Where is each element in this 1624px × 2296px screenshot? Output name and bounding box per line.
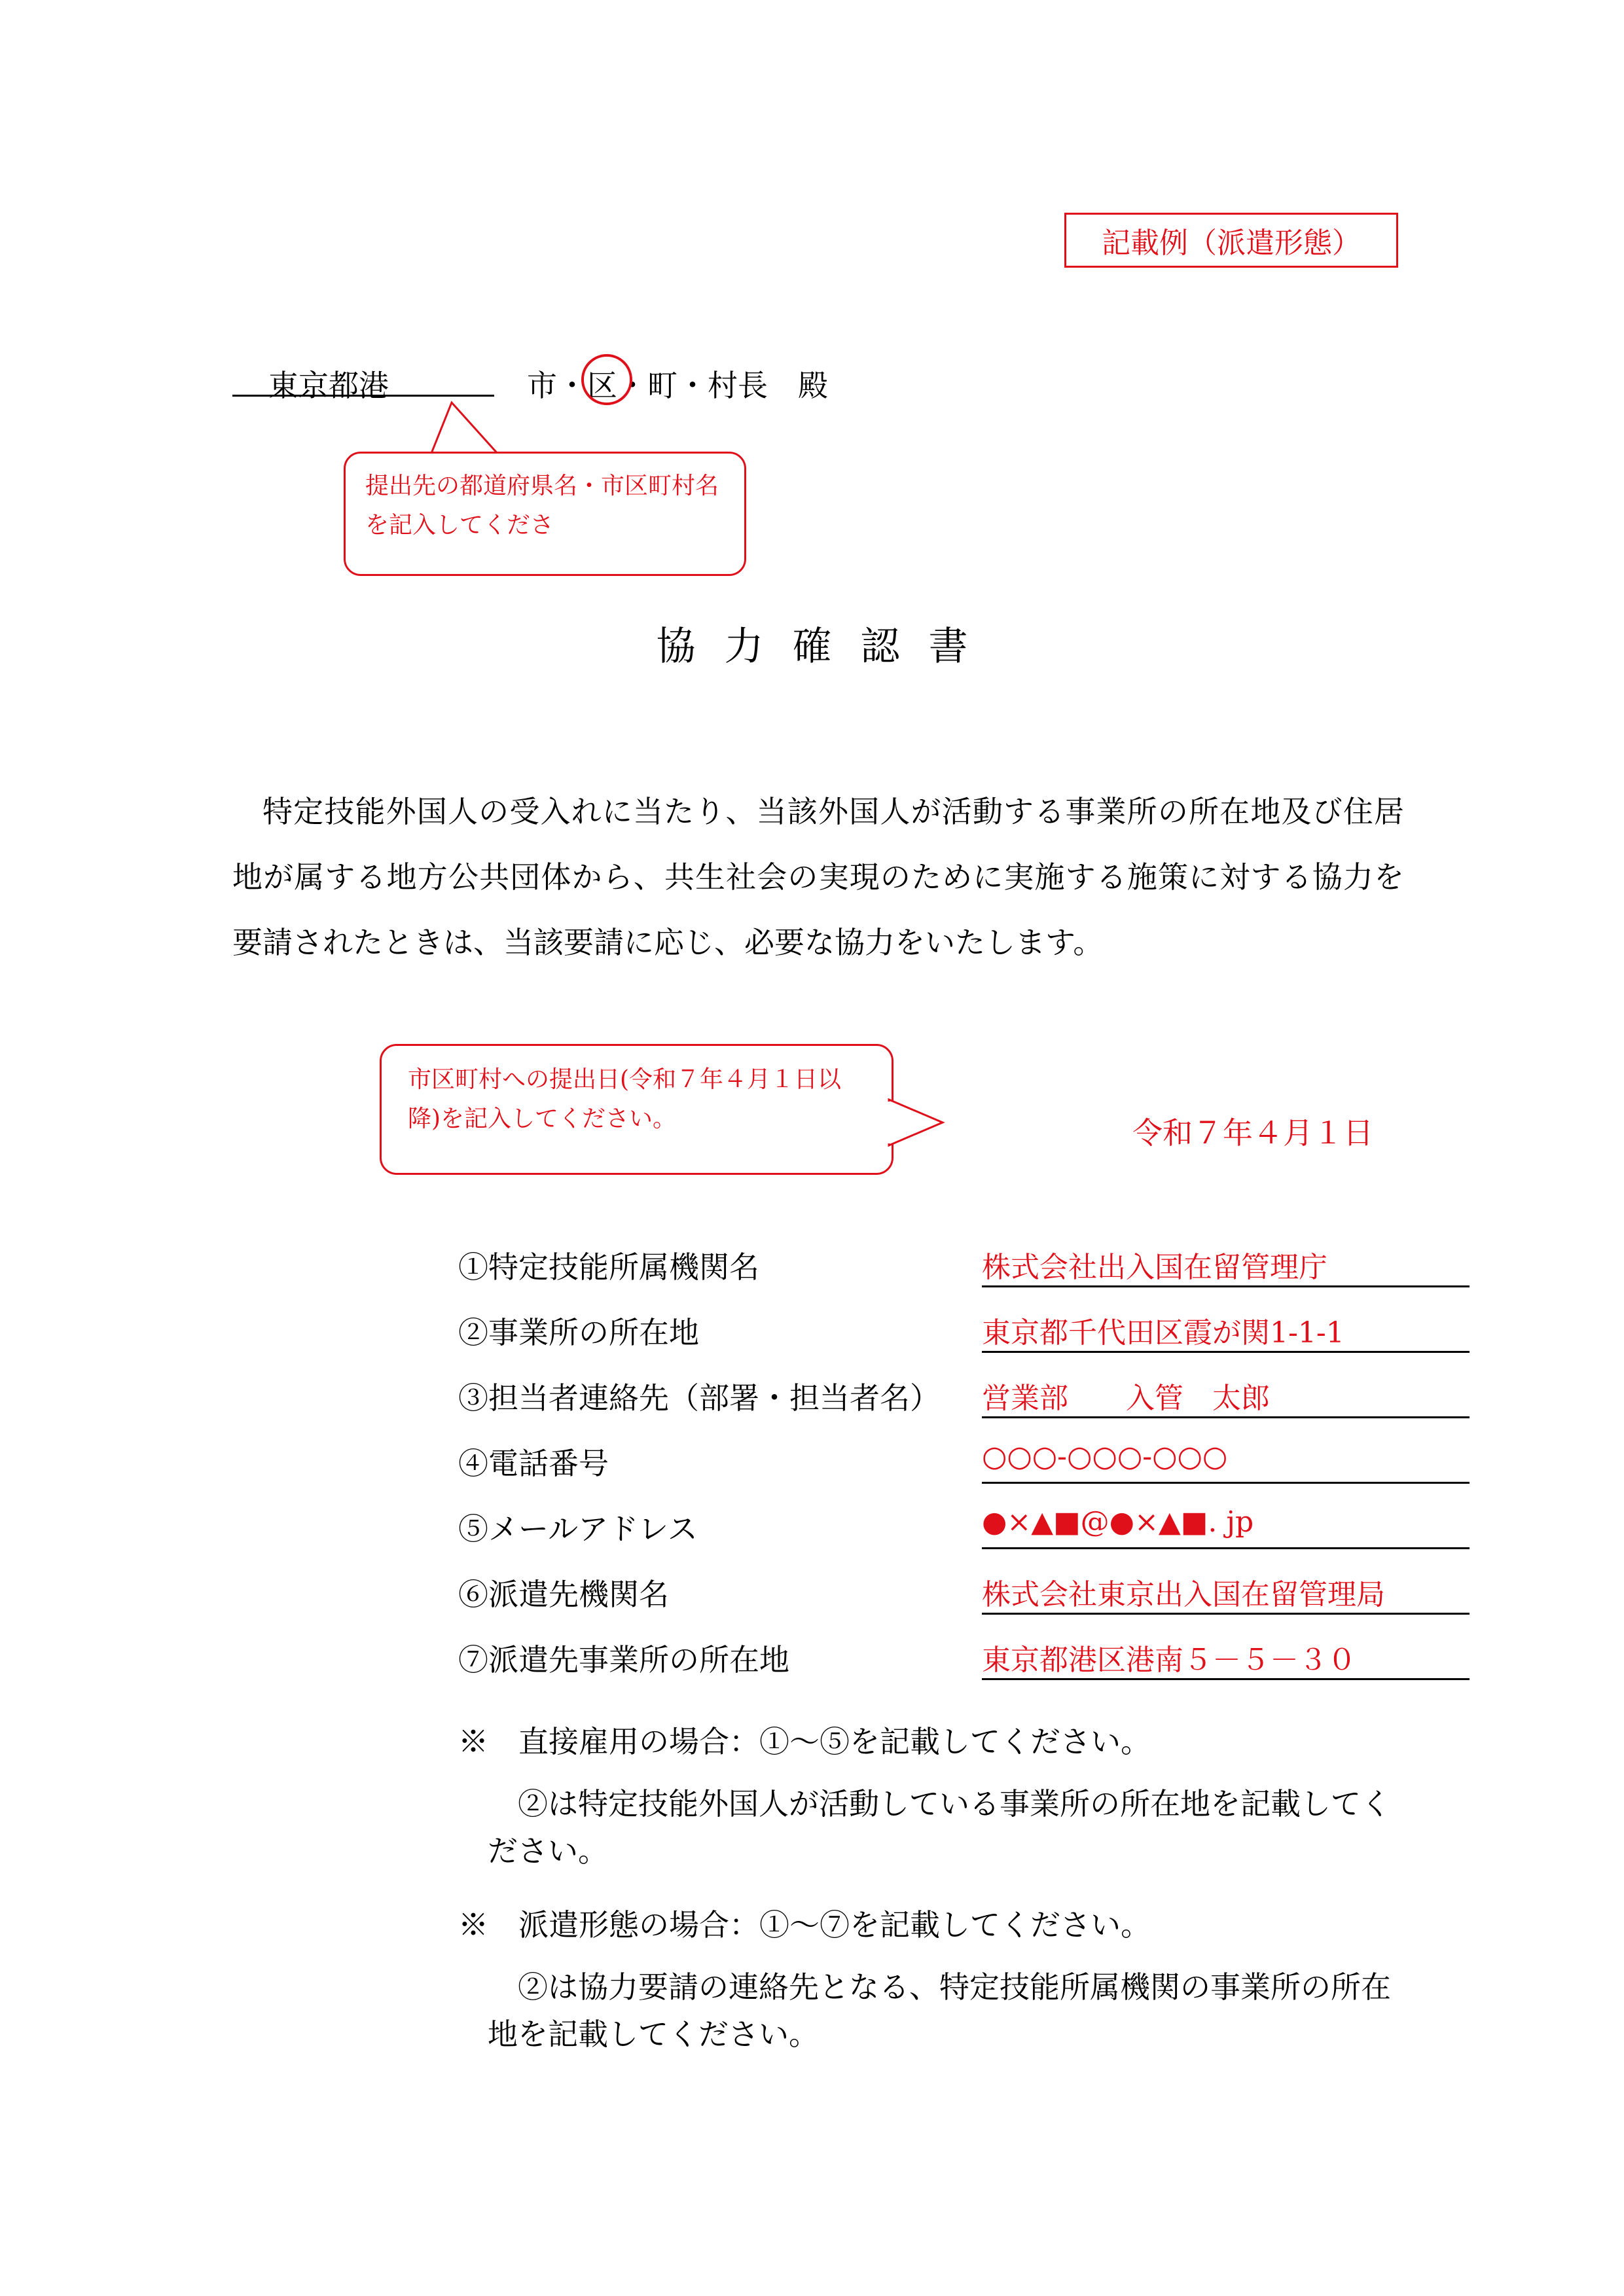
submission-date: 令和７年４月１日 <box>1132 1115 1373 1151</box>
ku-circle-mark <box>581 354 632 405</box>
addressee-underline <box>232 395 494 397</box>
prefecture-callout: 提出先の都道府県名・市区町村名を記入してくださ <box>344 452 746 576</box>
field-label: ⑤メールアドレス <box>458 1511 698 1547</box>
field-label: ②事業所の所在地 <box>458 1315 699 1350</box>
field-label: ③担当者連絡先（部署・担当者名） <box>458 1380 940 1416</box>
note-direct-title: ※ 直接雇用の場合：①～⑤を記載してください。 <box>458 1724 1151 1759</box>
date-callout-tail <box>887 1093 946 1152</box>
field-value: ○○○-○○○-○○○ <box>982 1440 1470 1484</box>
field-label: ①特定技能所属機関名 <box>458 1249 759 1285</box>
addressee-city: 東京都港 <box>268 368 389 403</box>
field-value: 東京都千代田区霞が関1-1-1 <box>982 1309 1470 1353</box>
field-value: ●×▲■@●×▲■. jp <box>982 1505 1470 1549</box>
date-callout: 市区町村への提出日(令和７年４月１日以降)を記入してください。 <box>380 1044 893 1175</box>
field-value: 株式会社東京出入国在留管理局 <box>982 1571 1470 1615</box>
addressee-suffix: 市・区・町・村長 殿 <box>527 368 828 403</box>
note-direct-body: ②は特定技能外国人が活動している事業所の所在地を記載してください。 <box>488 1786 1391 1869</box>
example-stamp: 記載例（派遣形態） <box>1064 213 1398 268</box>
body-paragraph: 特定技能外国人の受入れに当たり、当該外国人が活動する事業所の所在地及び住居地が属する地方公共団体から、共生社会の実現のために実施する施策に対する協力を要請されたときは、当該要請に応じ、必要な協力をいたします。 <box>232 794 1404 960</box>
field-value: 東京都港区港南５－５－３０ <box>982 1636 1470 1680</box>
field-label: ⑥派遣先機関名 <box>458 1577 669 1612</box>
field-label: ⑦派遣先事業所の所在地 <box>458 1642 789 1677</box>
note-dispatch-body: ②は協力要請の連絡先となる、特定技能所属機関の事業所の所在地を記載してください。 <box>488 1969 1391 2052</box>
note-dispatch-title: ※ 派遣形態の場合：①～⑦を記載してください。 <box>458 1907 1151 1943</box>
page-title: 協力確認書 <box>656 624 997 670</box>
field-value: 営業部 入管 太郎 <box>982 1374 1470 1418</box>
field-value: 株式会社出入国在留管理庁 <box>982 1244 1470 1287</box>
field-label: ④電話番号 <box>458 1446 609 1481</box>
